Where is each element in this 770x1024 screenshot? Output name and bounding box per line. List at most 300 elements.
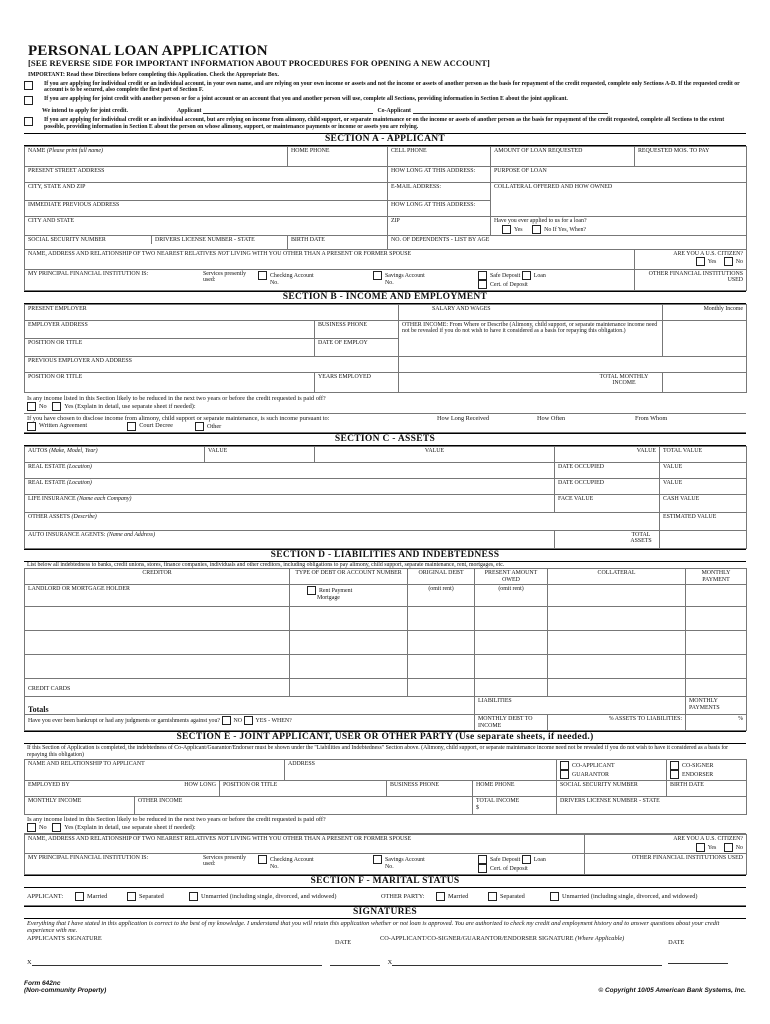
total-assets-label-cell [555, 530, 660, 548]
liabilities-total-label: LIABILITIES [478, 698, 512, 704]
employer-address-field[interactable] [25, 320, 315, 338]
applicant-x-mark: X [27, 958, 32, 966]
citizen-no-label: No [735, 258, 743, 265]
joint-role-cell-1 [557, 760, 667, 781]
checking-no-label: No. [270, 279, 279, 286]
omit-rent-1[interactable]: (omit rent) [408, 585, 475, 607]
applicant-date-field[interactable] [330, 955, 380, 966]
present-employer-label: PRESENT EMPLOYER [28, 305, 87, 312]
home-phone-field[interactable] [288, 147, 388, 167]
liability-original[interactable] [408, 679, 475, 697]
liability-row[interactable] [25, 655, 290, 679]
present-address-label: PRESENT STREET ADDRESS [28, 168, 105, 174]
liability-present[interactable] [475, 607, 548, 631]
liability-row[interactable] [25, 607, 290, 631]
marital-applicant-label: APPLICANT: [27, 892, 64, 900]
joint-other-institutions-field[interactable]: OTHER FINANCIAL INSTITUTIONS USED [585, 853, 747, 874]
real-estate-1-hint: (Location) [66, 463, 92, 470]
email-field[interactable] [388, 183, 491, 201]
name-label: NAME [28, 148, 46, 154]
section-e-table-2 [24, 834, 747, 875]
safe-deposit-label: Safe Deposit [490, 272, 521, 279]
joint-total-income-label: TOTAL INCOME [476, 798, 520, 804]
guarantor-label: GUARANTOR [572, 771, 609, 778]
liability-present[interactable] [475, 631, 548, 655]
other-institutions-field[interactable] [635, 269, 747, 290]
liability-type[interactable] [290, 607, 408, 631]
marital-other-party-label: OTHER PARTY: [381, 892, 425, 900]
cert-deposit-checkbox[interactable] [478, 280, 487, 289]
liability-present[interactable] [475, 655, 548, 679]
landlord-collateral[interactable] [548, 585, 686, 607]
purpose-field[interactable] [491, 167, 747, 183]
dependents-label: NO. OF DEPENDENTS - LIST BY AGE [391, 236, 490, 243]
joint-address-label: ADDRESS [288, 761, 315, 767]
joint-income-reduced-block [24, 815, 746, 834]
guarantor-checkbox[interactable] [560, 770, 569, 779]
life-insurance-field[interactable] [25, 494, 555, 512]
rent-payment-checkbox[interactable] [307, 586, 316, 595]
joint-business-phone-field[interactable] [387, 781, 473, 797]
disclose-block [24, 414, 746, 433]
prev-employer-blank [399, 356, 747, 372]
collateral-field[interactable] [491, 183, 747, 217]
applied-yes-label: Yes [514, 226, 523, 233]
date-occupied-2-label: DATE OCCUPIED [558, 479, 604, 486]
monthly-income-label: Monthly Income [703, 305, 743, 312]
liability-payment[interactable] [686, 631, 747, 655]
birth-date-field[interactable] [288, 235, 388, 249]
copyright: © Copyright 10/05 American Bank Systems, Inc. [598, 986, 746, 994]
joint-total-income-dollar: $ [476, 804, 479, 811]
omit-rent-2[interactable]: (omit rent) [475, 585, 548, 607]
autos-field[interactable] [25, 446, 205, 462]
prev-position-field[interactable] [25, 372, 315, 392]
joint-principal-label: MY PRINCIPAL FINANCIAL INSTITUTION IS: [28, 854, 149, 861]
joint-citizen-yes-checkbox[interactable] [696, 843, 705, 852]
real-value-2-field[interactable] [660, 478, 747, 494]
liability-collateral[interactable] [548, 631, 686, 655]
joint-how-long-label: HOW LONG [184, 782, 216, 788]
cell-phone-field[interactable] [388, 147, 491, 167]
income-reduced-question: Is any income listed in this Section likely to be reduced in the next two years or before the credit requested is paid off? [27, 394, 326, 402]
co-signature-label: CO-APPLICANT/CO-SIGNER/GUARANTOR/ENDORSER SIGNATURE [380, 934, 574, 942]
income-reduced-yes-checkbox[interactable] [52, 402, 61, 411]
court-decree-checkbox[interactable] [127, 422, 136, 431]
checking-label: Checking Account [270, 272, 314, 279]
zip-label: ZIP [391, 218, 400, 224]
from-whom-label: From Whom [635, 414, 668, 422]
employed-by-label: EMPLOYED BY [28, 782, 70, 788]
services-label: Services presently used: [203, 270, 247, 283]
face-value-field[interactable] [555, 494, 660, 512]
how-long-label: HOW LONG AT THIS ADDRESS: [391, 168, 476, 174]
liabilities-instructions: List below all indebtedness to banks, credit unions, stores, finance companies, individuals and other creditors, including obligations to pay alimony, child support, separate maintenance, rent, mortgages, etc. [27, 561, 505, 568]
joint-ssn-field[interactable] [557, 781, 667, 797]
joint-citizen-field: ARE YOU A U.S. CITIZEN? Yes No [585, 835, 747, 854]
liability-type[interactable] [290, 655, 408, 679]
autos-hint: (Make, Model, Year) [49, 447, 98, 454]
important-notice: IMPORTANT: Read these Directions before completing this Application. Check the Appropriate Box. [28, 72, 279, 78]
joint-role-cell-2 [667, 760, 747, 781]
other-institutions-label: OTHER FINANCIAL INSTITUTIONS USED [648, 270, 743, 283]
liability-payment[interactable] [686, 655, 747, 679]
written-agreement-label: Written Agreement [39, 422, 88, 430]
collateral-label: COLLATERAL OFFERED AND HOW OWNED [494, 184, 613, 190]
city-state-zip-field[interactable] [25, 183, 388, 201]
loan-amount-field[interactable] [491, 147, 635, 167]
birth-date-label: BIRTH DATE [291, 236, 325, 243]
liability-collateral[interactable] [548, 655, 686, 679]
liability-original[interactable] [408, 631, 475, 655]
citizen-label: ARE YOU A U.S. CITIZEN? [673, 250, 743, 257]
real-value-1-label: VALUE [663, 463, 683, 470]
liability-payment[interactable] [686, 607, 747, 631]
real-estate-2-field[interactable] [25, 478, 555, 494]
years-employed-label: YEARS EMPLOYED [318, 373, 371, 380]
joint-income-reduced-question: Is any income listed in this Section likely to be reduced in the next two years or before the credit requested is paid off? [27, 816, 326, 823]
citizen-no-checkbox[interactable] [724, 257, 733, 266]
how-long-received-label: How Long Received [437, 414, 490, 422]
present-header: PRESENT AMOUNT OWED [475, 569, 548, 585]
present-address-field[interactable] [25, 167, 388, 183]
joint-reduced-yes-label: Yes (Explain in detail, use separate sheet if needed): [64, 823, 196, 831]
date-occupied-2-field[interactable] [555, 478, 660, 494]
position-field[interactable] [25, 338, 315, 356]
joint-position-label: POSITION OR TITLE [223, 782, 278, 788]
face-value-label: FACE VALUE [558, 495, 594, 502]
prev-position-label: POSITION OR TITLE [28, 373, 83, 380]
joint-loan-checkbox[interactable] [522, 855, 531, 864]
joint-dl-field[interactable] [557, 797, 747, 815]
income-reduced-yes-label: Yes (Explain in detail, use separate sheet if needed): [64, 402, 196, 410]
joint-birth-label: BIRTH DATE [670, 782, 704, 788]
other-married-label: Married [448, 892, 469, 900]
joint-monthly-income-label: MONTHLY INCOME [28, 798, 82, 804]
autos-value-field[interactable] [205, 446, 315, 462]
applied-before-field [491, 217, 747, 236]
joint-other-income-label: OTHER INCOME [138, 798, 183, 804]
individual-credit-checkbox[interactable] [24, 81, 33, 90]
drivers-license-label: DRIVERS LICENSE NUMBER - STATE [151, 236, 258, 245]
date-employ-field[interactable] [315, 338, 399, 356]
signature-labels-row [24, 935, 746, 946]
assets-liabilities-pct[interactable]: % [686, 715, 747, 731]
auto-insurance-hint: (Name and Address) [106, 531, 156, 538]
prev-employer-field[interactable] [25, 356, 399, 372]
total-assets-label: TOTAL ASSETS [630, 531, 652, 544]
applicant-separated-checkbox[interactable] [127, 892, 136, 901]
joint-reduced-yes-checkbox[interactable] [52, 823, 61, 832]
total-value-label: TOTAL VALUE [663, 447, 703, 454]
total-value-field[interactable] [660, 446, 747, 462]
applicant-signature-label: APPLICANTS SIGNATURE [27, 934, 102, 942]
total-assets-field[interactable] [660, 530, 747, 548]
joint-principal-field[interactable]: MY PRINCIPAL FINANCIAL INSTITUTION IS: Services presently used: Checking Account No. Savings Account No. Safe Deposit Loan Cert. of Deposit [25, 853, 585, 874]
income-reduced-no-label: No [39, 402, 47, 410]
section-e-intro: If this Section of Application is completed, the indebtedness of Co-Applicant/Guarantor/Endorser must be shown under the "Liabilities and Indebtedness" Section above. (Alimony, child support, or separate maintenance income need not be revealed if you do not wish to have it considered as a basis for repaying this obligation) [27, 745, 729, 758]
liability-row[interactable] [25, 631, 290, 655]
liabilities-total-field[interactable] [475, 697, 686, 715]
liability-collateral[interactable] [548, 679, 686, 697]
bankrupt-yes-label: YES - WHEN? [255, 717, 292, 724]
loan-label: Loan [533, 272, 546, 279]
landlord-payment[interactable] [686, 585, 747, 607]
footer [24, 980, 746, 994]
section-e-heading: SECTION E - JOINT APPLICANT, USER OR OTHER PARTY (Use separate sheets, if needed.) [24, 731, 746, 744]
liability-original[interactable] [408, 655, 475, 679]
applied-no-checkbox[interactable] [532, 225, 541, 234]
how-often-label: How Often [537, 414, 566, 422]
other-income-label: OTHER INCOME: From Where or Describe (Alimony, child support, or separate maintenance income need not be revealed if you do not wish to have it considered as a basis for repaying this obligation.) [402, 321, 658, 334]
joint-relatives-field[interactable]: NAME, ADDRESS AND RELATIONSHIP OF TWO NEAREST RELATIVES NOT LIVING WITH YOU OTHER THAN A PRESENT OR FORMER SPOUSE [25, 835, 585, 854]
how-long-field[interactable] [388, 167, 491, 183]
citizen-yes-label: Yes [707, 258, 717, 265]
section-a-heading: SECTION A - APPLICANT [24, 133, 746, 146]
applicant-date-label: DATE [335, 938, 352, 946]
cert-deposit-label: Cert. of Deposit [490, 281, 528, 288]
date-occupied-1-field[interactable] [555, 462, 660, 478]
applied-no-label: No If Yes, When? [544, 226, 587, 233]
autos-value3-field[interactable] [555, 446, 660, 462]
bankrupt-yes-checkbox[interactable] [244, 716, 253, 725]
relatives-not: NOT [217, 250, 230, 257]
autos-value-label: VALUE [208, 447, 228, 454]
applicant-initial-field[interactable] [203, 108, 373, 115]
salary-label: SALARY AND WAGES [432, 305, 491, 312]
previous-address-label: IMMEDIATE PREVIOUS ADDRESS [28, 202, 120, 208]
cell-phone-label: CELL PHONE [391, 148, 427, 154]
savings-checkbox[interactable] [373, 271, 382, 280]
debt-to-income-pct: % ASSETS TO LIABILITIES: [548, 715, 686, 731]
joint-home-phone-field[interactable] [473, 781, 557, 797]
autos-value2-label: VALUE [424, 447, 445, 454]
date-employ-label: DATE OF EMPLOY [318, 339, 368, 346]
auto-insurance-field[interactable] [25, 530, 555, 548]
joint-safe-deposit-checkbox[interactable] [478, 855, 487, 864]
debt-to-income-field[interactable] [475, 715, 548, 731]
safe-deposit-checkbox[interactable] [478, 271, 487, 280]
auto-insurance-label: AUTO INSURANCE AGENTS: [28, 531, 106, 538]
present-employer-field[interactable] [25, 304, 399, 320]
other-income-field[interactable] [399, 320, 663, 356]
marital-status-row [24, 888, 746, 906]
other-label: Other [206, 422, 222, 430]
city-state-label: CITY AND STATE [28, 218, 75, 224]
monthly-header: MONTHLY PAYMENT [686, 569, 747, 585]
home-phone-label: HOME PHONE [291, 148, 330, 154]
liability-original[interactable] [408, 607, 475, 631]
date-occupied-1-label: DATE OCCUPIED [558, 463, 604, 470]
employer-address-label: EMPLOYER ADDRESS [28, 321, 88, 328]
applicant-unmarried-checkbox[interactable] [189, 892, 198, 901]
joint-home-phone-label: HOME PHONE [476, 782, 515, 788]
applicant-signature-field[interactable] [32, 955, 322, 966]
real-estate-1-label: REAL ESTATE [28, 463, 66, 470]
applied-yes-checkbox[interactable] [502, 225, 511, 234]
life-insurance-label: LIFE INSURANCE [28, 495, 76, 502]
totals-label: Totals [28, 704, 49, 714]
individual-credit-text: If you are applying for individual credit or an individual account, in your own name, and are relying on your own income or assets and not the income or assets of another person as the basis for repayment of the credit requested, complete only Sections A-D. If the requested credit or account is to be secured, also complete the first part of Section F. [44, 80, 740, 93]
joint-other-income-field[interactable] [135, 797, 473, 815]
name-hint: (Please print full name) [46, 148, 103, 154]
written-agreement-checkbox[interactable] [27, 422, 36, 431]
income-reduced-block [24, 393, 746, 414]
life-insurance-hint: (Name each Company) [77, 495, 132, 502]
liability-payment[interactable] [686, 679, 747, 697]
joint-name-field[interactable] [25, 760, 285, 781]
principal-institution-field[interactable] [25, 269, 635, 290]
endorser-label: ENDORSER [682, 771, 714, 778]
liability-type[interactable] [290, 631, 408, 655]
purpose-label: PURPOSE OF LOAN [494, 168, 547, 174]
applicant-married-label: Married [87, 892, 108, 900]
page-title: PERSONAL LOAN APPLICATION [28, 43, 268, 59]
autos-value2-field[interactable] [315, 446, 555, 462]
reliance-checkbox[interactable] [24, 117, 33, 126]
joint-reduced-no-label: No [39, 823, 47, 831]
applicant-separated-label: Separated [139, 892, 164, 900]
zip-field[interactable] [388, 217, 491, 236]
relatives-label-a: NAME, ADDRESS AND RELATIONSHIP OF TWO NEAREST RELATIVES [28, 250, 217, 257]
section-c-table [24, 446, 747, 549]
joint-address-field[interactable] [285, 760, 557, 781]
joint-birth-field[interactable] [667, 781, 747, 797]
co-signature-field[interactable] [392, 955, 662, 966]
signatures-heading: SIGNATURES [24, 906, 746, 919]
other-assets-field[interactable] [25, 512, 660, 530]
real-value-2-label: VALUE [663, 479, 683, 486]
relatives-label-b: LIVING WITH YOU OTHER THAN A PRESENT OR FORMER SPOUSE [230, 250, 412, 257]
signature-statement: Everything that I have stated in this application is correct to the best of my knowledge. I understand that you will retain this application whether or not loan is approved. You are authorized to check my credit and employment history and to answer questions about your credit experience with me. [27, 919, 720, 934]
applicant-married-checkbox[interactable] [75, 892, 84, 901]
joint-total-income-field[interactable] [473, 797, 557, 815]
loan-application-form [24, 40, 746, 994]
cash-value-field[interactable] [660, 494, 747, 512]
co-applicant-label: CO-APPLICANT [572, 762, 615, 769]
where-applicable-label: (Where Applicable) [575, 934, 625, 942]
bankrupt-question: Have you ever been bankrupt or had any judgments or garnishments against you? [28, 717, 221, 724]
joint-credit-text: If you are applying for joint credit with another person or for a joint account or an account that you and another person will use, complete all Sections, providing information in Section E about the joint applicant. [44, 95, 568, 102]
joint-cert-checkbox[interactable] [478, 864, 487, 873]
joint-dl-label: DRIVERS LICENSE NUMBER - STATE [560, 798, 660, 804]
total-monthly-label-cell [399, 372, 663, 392]
joint-checking-checkbox[interactable] [258, 855, 267, 864]
citizen-yes-checkbox[interactable] [696, 257, 705, 266]
other-unmarried-checkbox[interactable] [550, 892, 559, 901]
estimated-value-label: ESTIMATED VALUE [663, 513, 717, 520]
bankrupt-no-checkbox[interactable] [222, 716, 231, 725]
ssn-field[interactable] [25, 235, 288, 249]
citizen-field [635, 249, 747, 269]
real-value-1-field[interactable] [660, 462, 747, 478]
joint-ssn-label: SOCIAL SECURITY NUMBER [560, 782, 638, 788]
position-label: POSITION OR TITLE [28, 339, 83, 346]
landlord-field[interactable] [25, 585, 290, 607]
credit-cards-field[interactable] [25, 679, 290, 697]
city-state-field[interactable] [25, 217, 388, 236]
credit-cards-label: CREDIT CARDS [28, 686, 71, 692]
prev-employer-label: PREVIOUS EMPLOYER AND ADDRESS [28, 357, 132, 364]
joint-credit-checkbox[interactable] [24, 96, 33, 105]
name-field[interactable] [25, 147, 288, 167]
endorser-checkbox[interactable] [670, 770, 679, 779]
how-long-prev-field[interactable] [388, 201, 491, 217]
savings-no-label: No. [385, 279, 394, 286]
employed-by-field[interactable] [25, 781, 220, 797]
landlord-label: LANDLORD OR MORTGAGE HOLDER [28, 586, 130, 592]
loan-checkbox[interactable] [522, 271, 531, 280]
co-applicant-initial-label: Co-Applicant [377, 107, 411, 114]
creditor-header: CREDITOR [25, 569, 290, 585]
liability-type[interactable] [290, 679, 408, 697]
other-married-checkbox[interactable] [436, 892, 445, 901]
co-applicant-initial-field[interactable] [413, 108, 608, 115]
joint-business-phone-label: BUSINESS PHONE [390, 782, 439, 788]
years-employed-field[interactable] [315, 372, 399, 392]
co-applicant-checkbox[interactable] [560, 761, 569, 770]
previous-address-field[interactable] [25, 201, 388, 217]
city-state-zip-label: CITY, STATE AND ZIP [28, 184, 86, 190]
section-a-table [24, 146, 747, 291]
other-separated-label: Separated [500, 892, 525, 900]
rent-mortgage-cell [290, 585, 408, 607]
mortgage-label: Mortgage [317, 595, 340, 601]
joint-name-label: NAME AND RELATIONSHIP TO APPLICANT [28, 761, 145, 767]
checking-checkbox[interactable] [258, 271, 267, 280]
other-income-amount[interactable] [663, 320, 747, 356]
reliance-text: If you are applying for individual credit or an individual account, but are relying on income from alimony, child support, or separate maintenance or on the income or assets of another person as the basis for repayment of the credit requested, complete all Sections to the extent possible, providing information in Section E about the person on whose alimony, support, or maintenance payments or income or assets you are relying. [44, 117, 725, 130]
autos-value3-label: VALUE [636, 447, 656, 454]
business-phone-field[interactable] [315, 320, 399, 338]
joint-position-field[interactable] [220, 781, 387, 797]
co-date-field[interactable] [668, 953, 728, 964]
applicant-unmarried-label: Unmarried (including single, divorced, and widowed) [201, 892, 337, 900]
monthly-income-field[interactable] [663, 304, 747, 320]
bankrupt-cell [25, 715, 475, 731]
estimated-value-field[interactable] [660, 512, 747, 530]
relatives-field[interactable] [25, 249, 635, 269]
months-to-pay-field[interactable] [635, 147, 747, 167]
applied-before-question: Have you ever applied to us for a loan? [494, 218, 587, 224]
salary-field[interactable] [399, 304, 663, 320]
joint-intent-label: We intend to apply for joint credit. [42, 107, 128, 114]
real-estate-1-field[interactable] [25, 462, 555, 478]
email-label: E-MAIL ADDRESS: [391, 184, 442, 190]
court-decree-label: Court Decree [139, 422, 173, 430]
other-checkbox[interactable] [195, 422, 204, 431]
joint-monthly-income-field[interactable] [25, 797, 135, 815]
page-subtitle: [SEE REVERSE SIDE FOR IMPORTANT INFORMATION ABOUT PROCEDURES FOR OPENING A NEW ACCOUNT] [28, 58, 490, 68]
how-long-prev-label: HOW LONG AT THIS ADDRESS: [391, 202, 476, 208]
other-separated-checkbox[interactable] [488, 892, 497, 901]
principal-institution-label: MY PRINCIPAL FINANCIAL INSTITUTION IS: [28, 270, 149, 277]
liability-collateral[interactable] [548, 607, 686, 631]
form-property-note: (Non-community Property) [24, 986, 107, 994]
dependents-field[interactable] [388, 235, 747, 249]
liability-present[interactable] [475, 679, 548, 697]
joint-reduced-no-checkbox[interactable] [27, 823, 36, 832]
original-header: ORIGINAL DEBT [408, 569, 475, 585]
joint-savings-checkbox[interactable] [373, 855, 382, 864]
total-monthly-field[interactable] [663, 372, 747, 392]
monthly-payments-total-field[interactable] [686, 697, 747, 715]
other-assets-label: OTHER ASSETS [28, 513, 71, 520]
co-signer-checkbox[interactable] [670, 761, 679, 770]
income-reduced-no-checkbox[interactable] [27, 402, 36, 411]
section-e-table [24, 759, 747, 815]
joint-citizen-no-checkbox[interactable] [724, 843, 733, 852]
